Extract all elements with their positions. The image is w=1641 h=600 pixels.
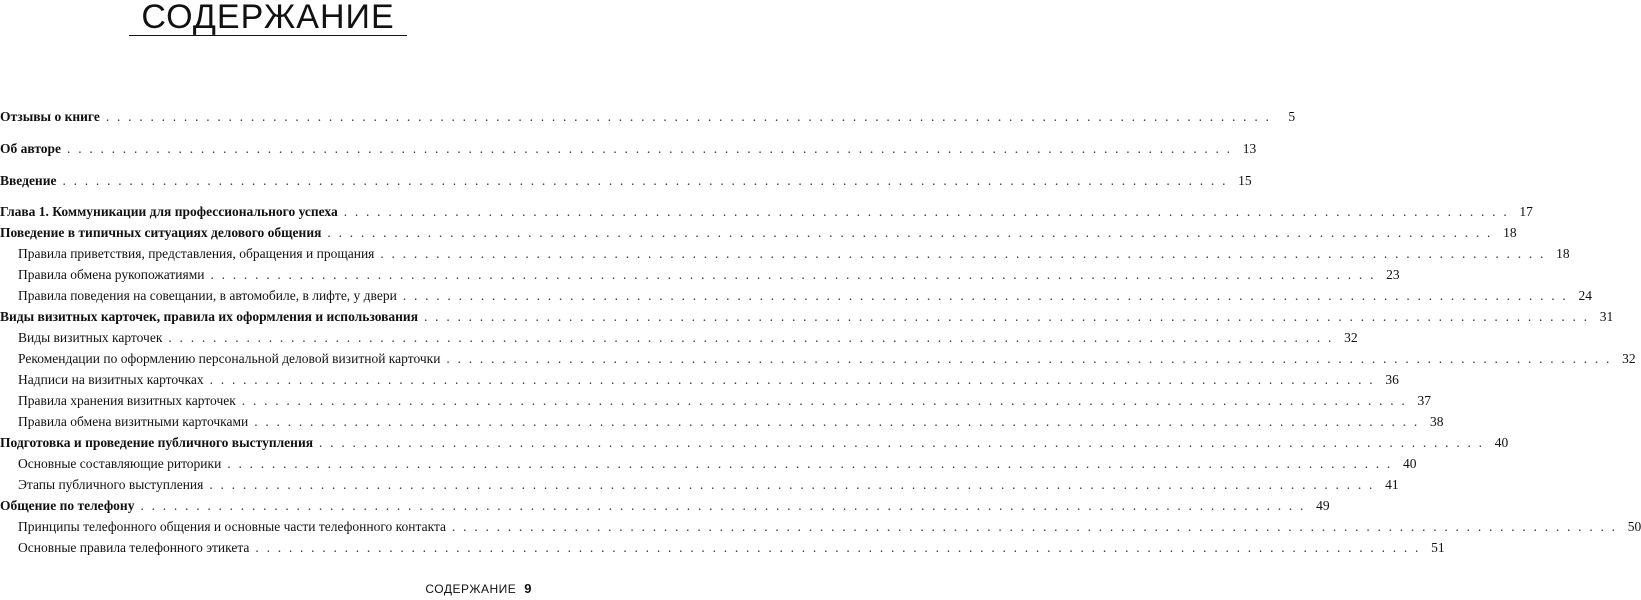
dot-leader: . . . . . . . . . . . . . . . . . . . . . . . . . . . . . . . . . . . . . . . . . . . . . . . . . . . . . . . . . . . . . . . . . . . . . . . . . . . . . . . . . . . . . . . . . . . . . . . . . . . . . . . . . bbox=[62, 173, 1228, 188]
dot-leader: . . . . . . . . . . . . . . . . . . . . . . . . . . . . . . . . . . . . . . . . . . . . . . . . . . . . . . . . . . . . . . . . . . . . . . . . . . . . . . . . . . . . . . . . . . . . . . . . . . . . . . . . . bbox=[105, 109, 1272, 124]
dot-leader: . . . . . . . . . . . . . . . . . . . . . . . . . . . . . . . . . . . . . . . . . . . . . . . . . . . . . . . . . . . . . . . . . . . . . . . . . . . . . . . . . . . . . . . . . . . . . . . . . . . . . . . . . bbox=[255, 540, 1421, 555]
toc-entry-label: Рекомендации по оформлению персональной деловой визитной карточки bbox=[18, 351, 441, 366]
toc-entry-page: 40 bbox=[1494, 435, 1509, 450]
toc-entry-page: 49 bbox=[1316, 498, 1330, 513]
toc-entry-page: 41 bbox=[1385, 477, 1399, 492]
toc-entry-label: Основные составляющие риторики bbox=[18, 456, 222, 471]
toc-entry-page: 18 bbox=[1556, 246, 1570, 261]
toc-entry-label: Этапы публичного выступления bbox=[18, 477, 204, 492]
toc-entry-page: 37 bbox=[1417, 393, 1431, 408]
toc-entry[interactable] bbox=[18, 287, 1593, 305]
toc-entry-label: Виды визитных карточек bbox=[18, 330, 163, 345]
toc-entry-page: 32 bbox=[1622, 351, 1636, 366]
toc-entry[interactable] bbox=[18, 518, 1641, 536]
dot-leader: . . . . . . . . . . . . . . . . . . . . . . . . . . . . . . . . . . . . . . . . . . . . . . . . . . . . . . . . . . . . . . . . . . . . . . . . . . . . . . . . . . . . . . . . . . . . . . . . . . . . . . . . . bbox=[210, 267, 1376, 282]
dot-leader: . . . . . . . . . . . . . . . . . . . . . . . . . . . . . . . . . . . . . . . . . . . . . . . . . . . . . . . . . . . . . . . . . . . . . . . . . . . . . . . . . . . . . . . . . . . . . . . . . . . . . . . . . bbox=[319, 435, 1485, 450]
toc-entry[interactable] bbox=[0, 497, 1330, 515]
toc-entry-label: Отзывы о книге bbox=[0, 109, 100, 124]
dot-leader: . . . . . . . . . . . . . . . . . . . . . . . . . . . . . . . . . . . . . . . . . . . . . . . . . . . . . . . . . . . . . . . . . . . . . . . . . . . . . . . . . . . . . . . . . . . . . . . . . . . . . . . . . bbox=[446, 351, 1612, 366]
toc-entry-page: 31 bbox=[1599, 309, 1614, 324]
dot-leader: . . . . . . . . . . . . . . . . . . . . . . . . . . . . . . . . . . . . . . . . . . . . . . . . . . . . . . . . . . . . . . . . . . . . . . . . . . . . . . . . . . . . . . . . . . . . . . . . . . . . . . . . . bbox=[209, 372, 1375, 387]
toc-entry[interactable] bbox=[0, 172, 1252, 190]
toc-entry-label: Общение по телефону bbox=[0, 498, 135, 513]
toc-entry-label: Глава 1. Коммуникации для профессионального успеха bbox=[0, 204, 338, 219]
page-number: 9 bbox=[524, 581, 532, 596]
toc-entry[interactable] bbox=[18, 371, 1399, 389]
toc-entry-label: Поведение в типичных ситуациях делового общения bbox=[0, 225, 322, 240]
toc-entry[interactable] bbox=[18, 266, 1400, 284]
dot-leader: . . . . . . . . . . . . . . . . . . . . . . . . . . . . . . . . . . . . . . . . . . . . . . . . . . . . . . . . . . . . . . . . . . . . . . . . . . . . . . . . . . . . . . . . . . . . . . . . . . . . . . . . . bbox=[343, 204, 1509, 219]
toc-entry[interactable] bbox=[18, 476, 1399, 494]
toc-entry-page: 32 bbox=[1344, 330, 1358, 345]
toc-entry-label: Правила поведения на совещании, в автомобиле, в лифте, у двери bbox=[18, 288, 397, 303]
dot-leader: . . . . . . . . . . . . . . . . . . . . . . . . . . . . . . . . . . . . . . . . . . . . . . . . . . . . . . . . . . . . . . . . . . . . . . . . . . . . . . . . . . . . . . . . . . . . . . . . . . . . . . . . . bbox=[241, 393, 1407, 408]
toc-entry-page: 24 bbox=[1578, 288, 1593, 303]
toc-entry-label: Основные правила телефонного этикета bbox=[18, 540, 250, 555]
toc-entry-page: 51 bbox=[1431, 540, 1445, 555]
toc-entry-label: Правила обмена рукопожатиями bbox=[18, 267, 205, 282]
title-underline bbox=[129, 35, 407, 36]
toc-entry[interactable] bbox=[18, 455, 1417, 473]
toc-entry[interactable] bbox=[18, 392, 1431, 410]
dot-leader: . . . . . . . . . . . . . . . . . . . . . . . . . . . . . . . . . . . . . . . . . . . . . . . . . . . . . . . . . . . . . . . . . . . . . . . . . . . . . . . . . . . . . . . . . . . . . . . . . . . . . . . . . bbox=[140, 498, 1306, 513]
toc-entry-label: Правила обмена визитными карточками bbox=[18, 414, 249, 429]
toc-entry[interactable] bbox=[0, 308, 1614, 326]
toc-entry[interactable] bbox=[18, 245, 1570, 263]
page-footer bbox=[425, 581, 532, 596]
dot-leader: . . . . . . . . . . . . . . . . . . . . . . . . . . . . . . . . . . . . . . . . . . . . . . . . . . . . . . . . . . . . . . . . . . . . . . . . . . . . . . . . . . . . . . . . . . . . . . . . . . . . . . . . . bbox=[227, 456, 1393, 471]
toc-entry[interactable] bbox=[0, 224, 1517, 242]
toc-entry-page: 40 bbox=[1403, 456, 1417, 471]
toc-entry[interactable] bbox=[0, 108, 1296, 126]
toc-entry-page: 38 bbox=[1429, 414, 1444, 429]
dot-leader: . . . . . . . . . . . . . . . . . . . . . . . . . . . . . . . . . . . . . . . . . . . . . . . . . . . . . . . . . . . . . . . . . . . . . . . . . . . . . . . . . . . . . . . . . . . . . . . . . . . . . . . . . bbox=[402, 288, 1569, 303]
toc-entry-label: Принципы телефонного общения и основные части телефонного контакта bbox=[18, 519, 447, 534]
toc-entry[interactable] bbox=[0, 140, 1257, 158]
toc-entry[interactable] bbox=[0, 434, 1509, 452]
toc-entry-label: Подготовка и проведение публичного выступления bbox=[0, 435, 314, 450]
dot-leader: . . . . . . . . . . . . . . . . . . . . . . . . . . . . . . . . . . . . . . . . . . . . . . . . . . . . . . . . . . . . . . . . . . . . . . . . . . . . . . . . . . . . . . . . . . . . . . . . . . . . . . . . . bbox=[168, 330, 1334, 345]
toc-entry-page: 23 bbox=[1386, 267, 1400, 282]
toc-entry-label: Введение bbox=[0, 173, 57, 188]
toc-entry-label: Правила приветствия, представления, обращения и прощания bbox=[18, 246, 375, 261]
dot-leader: . . . . . . . . . . . . . . . . . . . . . . . . . . . . . . . . . . . . . . . . . . . . . . . . . . . . . . . . . . . . . . . . . . . . . . . . . . . . . . . . . . . . . . . . . . . . . . . . . . . . . . . . . bbox=[452, 519, 1618, 534]
toc-entry-label: Надписи на визитных карточках bbox=[18, 372, 204, 387]
toc-entry-page: 13 bbox=[1242, 141, 1257, 156]
footer-section-title: СОДЕРЖАНИЕ bbox=[425, 582, 517, 596]
toc-entry-page: 36 bbox=[1385, 372, 1399, 387]
toc-entry-page: 17 bbox=[1519, 204, 1533, 219]
toc-entry-page: 18 bbox=[1503, 225, 1517, 240]
toc-entry-page: 15 bbox=[1238, 173, 1252, 188]
toc-entry-label: Правила хранения визитных карточек bbox=[18, 393, 236, 408]
dot-leader: . . . . . . . . . . . . . . . . . . . . . . . . . . . . . . . . . . . . . . . . . . . . . . . . . . . . . . . . . . . . . . . . . . . . . . . . . . . . . . . . . . . . . . . . . . . . . . . . . . . . . . . . . bbox=[67, 141, 1233, 156]
dot-leader: . . . . . . . . . . . . . . . . . . . . . . . . . . . . . . . . . . . . . . . . . . . . . . . . . . . . . . . . . . . . . . . . . . . . . . . . . . . . . . . . . . . . . . . . . . . . . . . . . . . . . . . . . bbox=[209, 477, 1375, 492]
toc-entry-page: 50 bbox=[1627, 519, 1641, 534]
page-title: СОДЕРЖАНИЕ bbox=[141, 0, 395, 36]
dot-leader: . . . . . . . . . . . . . . . . . . . . . . . . . . . . . . . . . . . . . . . . . . . . . . . . . . . . . . . . . . . . . . . . . . . . . . . . . . . . . . . . . . . . . . . . . . . . . . . . . . . . . . . . . bbox=[327, 225, 1493, 240]
toc-entry[interactable] bbox=[18, 350, 1636, 368]
toc-entry-label: Виды визитных карточек, правила их оформления и использования bbox=[0, 309, 419, 324]
toc-entry[interactable] bbox=[0, 203, 1533, 221]
dot-leader: . . . . . . . . . . . . . . . . . . . . . . . . . . . . . . . . . . . . . . . . . . . . . . . . . . . . . . . . . . . . . . . . . . . . . . . . . . . . . . . . . . . . . . . . . . . . . . . . . . . . . . . . . bbox=[380, 246, 1546, 261]
toc-entry[interactable] bbox=[18, 539, 1445, 557]
dot-leader: . . . . . . . . . . . . . . . . . . . . . . . . . . . . . . . . . . . . . . . . . . . . . . . . . . . . . . . . . . . . . . . . . . . . . . . . . . . . . . . . . . . . . . . . . . . . . . . . . . . . . . . . . bbox=[254, 414, 1420, 429]
toc-entry-label: Об авторе bbox=[0, 141, 62, 156]
toc-entry-page: 5 bbox=[1288, 109, 1296, 124]
dot-leader: . . . . . . . . . . . . . . . . . . . . . . . . . . . . . . . . . . . . . . . . . . . . . . . . . . . . . . . . . . . . . . . . . . . . . . . . . . . . . . . . . . . . . . . . . . . . . . . . . . . . . . . . . bbox=[424, 309, 1590, 324]
toc-entry[interactable] bbox=[18, 329, 1358, 347]
toc-entry[interactable] bbox=[18, 413, 1444, 431]
